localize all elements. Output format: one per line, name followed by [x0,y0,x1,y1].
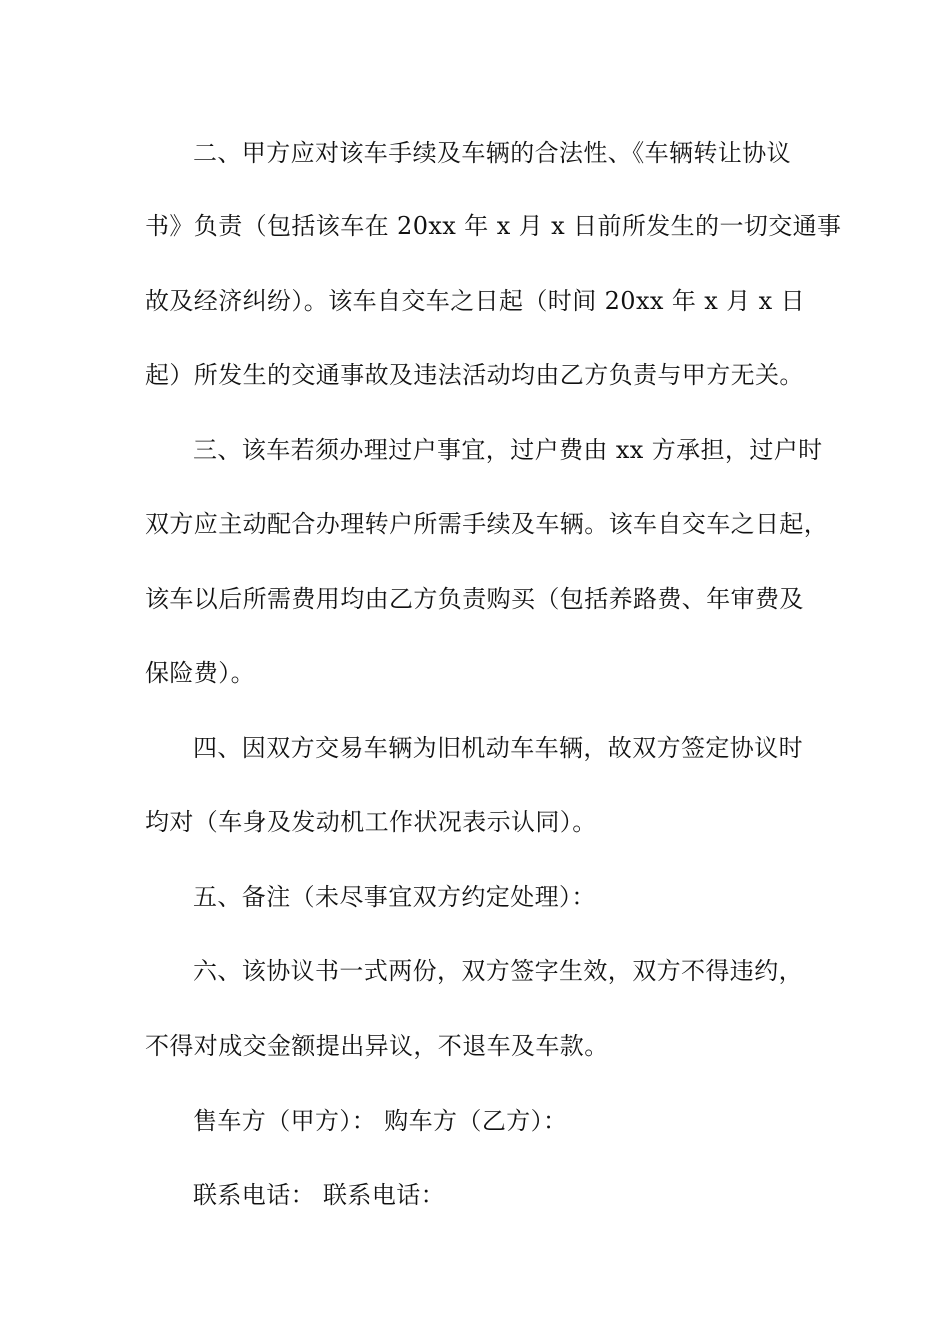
clause-3-line-4: 保险费）。 [145,659,255,687]
clause-6-line-1: 六、该协议书一式两份，双方签字生效，双方不得违约， [193,957,803,985]
clause-3-line-1: 三、该车若须办理过户事宜，过户费由 xx 方承担，过户时 [193,436,823,464]
clause-2-line-3: 故及经济纠纷）。该车自交车之日起（时间 20xx 年 x 月 x 日 [145,287,806,315]
clause-3-line-2: 双方应主动配合办理转户所需手续及车辆。该车自交车之日起， [145,510,829,538]
clause-4-line-1: 四、因双方交易车辆为旧机动车车辆，故双方签定协议时 [193,734,803,762]
clause-2-line-2: 书》负责（包括该车在 20xx 年 x 月 x 日前所发生的一切交通事 [145,212,842,240]
clause-2-line-1: 二、甲方应对该车手续及车辆的合法性、《车辆转让协议 [193,139,791,167]
clause-5-line-1: 五、备注（未尽事宜双方约定处理）： [193,883,596,911]
clause-2-line-4: 起）所发生的交通事故及违法活动均由乙方负责与甲方无关。 [145,361,804,389]
clause-6-line-2: 不得对成交金额提出异议，不退车及车款。 [145,1032,609,1060]
parties-signature-line: 售车方（甲方）： 购车方（乙方）： [193,1107,568,1135]
clause-3-line-3: 该车以后所需费用均由乙方负责购买（包括养路费、年审费及 [145,585,804,613]
clause-4-line-2: 均对（车身及发动机工作状况表示认同）。 [145,808,597,836]
contact-phone-line: 联系电话： 联系电话： [193,1181,446,1209]
